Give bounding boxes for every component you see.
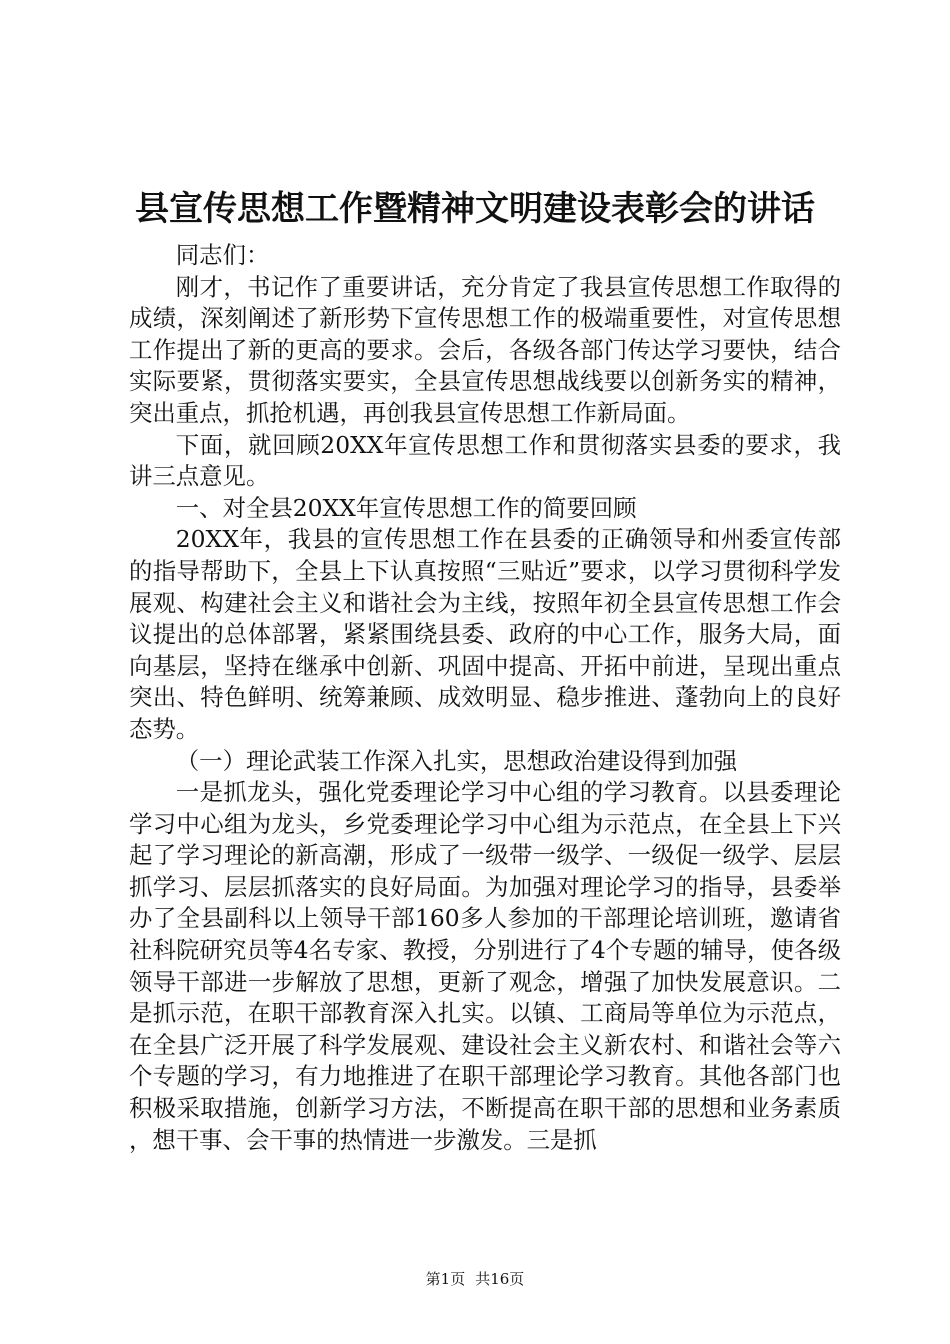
salutation-paragraph: 同志们： [175, 241, 270, 269]
document-body [129, 240, 841, 1156]
body-paragraph: 下面，就回顾20XX年宣传思想工作和贯彻落实县委的要求，我讲三点意见。 [129, 430, 841, 491]
page-total: 共16页 [475, 1270, 525, 1288]
body-paragraph: 一是抓龙头，强化党委理论学习中心组的学习教育。以县委理论学习中心组为龙头，乡党委理论学习中心组为示范点，在全县上下兴起了学习理论的新高潮，形成了一级带一级学、一级促一级学、层层抓学习、层层抓落实的良好局面。为加强对理论学习的指导，县委举办了全县副科以上领导干部160多人参加的干部理论培训班，邀请省社科院研究员等4名专家、教授，分别进行了4个专题的辅导，使各级领导干部进一步解放了思想，更新了观念，增强了加快发展意识。二是抓示范，在职干部教育深入扎实。以镇、工商局等单位为示范点，在全县广泛开展了科学发展观、建设社会主义新农村、和谐社会等六个专题的学习，有力地推进了在职干部理论学习教育。其他各部门也积极采取措施，创新学习方法，不断提高在职干部的思想和业务素质，想干事、会干事的热情进一步激发。三是抓 [129, 778, 841, 1154]
subsection-heading: （一）理论武装工作深入扎实，思想政治建设得到加强 [175, 746, 738, 775]
page-number: 第1页 [425, 1270, 466, 1288]
document-title: 县宣传思想工作暨精神文明建设表彰会的讲话 [135, 189, 815, 229]
section-heading: 一、对全县20XX年宣传思想工作的简要回顾 [175, 493, 637, 522]
body-paragraph: 20XX年，我县的宣传思想工作在县委的正确领导和州委宣传部的指导帮助下，全县上下认真按照“三贴近”要求，以学习贯彻科学发展观、构建社会主义和谐社会为主线，按照年初全县宣传思想工作会议提出的总体部署，紧紧围绕县委、政府的中心工作，服务大局，面向基层，坚持在继承中创新、巩固中提高、开拓中前进，呈现出重点突出、特色鲜明、统筹兼顾、成效明显、稳步推进、蓬勃向上的良好态势。 [129, 525, 841, 743]
body-paragraph: 刚才，书记作了重要讲话，充分肯定了我县宣传思想工作取得的成绩，深刻阐述了新形势下宣传思想工作的极端重要性，对宣传思想工作提出了新的更高的要求。会后，各级各部门传达学习要快，结合实际要紧，贯彻落实要实，全县宣传思想战线要以创新务实的精神，突出重点，抓抢机遇，再创我县宣传思想工作新局面。 [129, 272, 841, 427]
page-footer [0, 1269, 950, 1289]
